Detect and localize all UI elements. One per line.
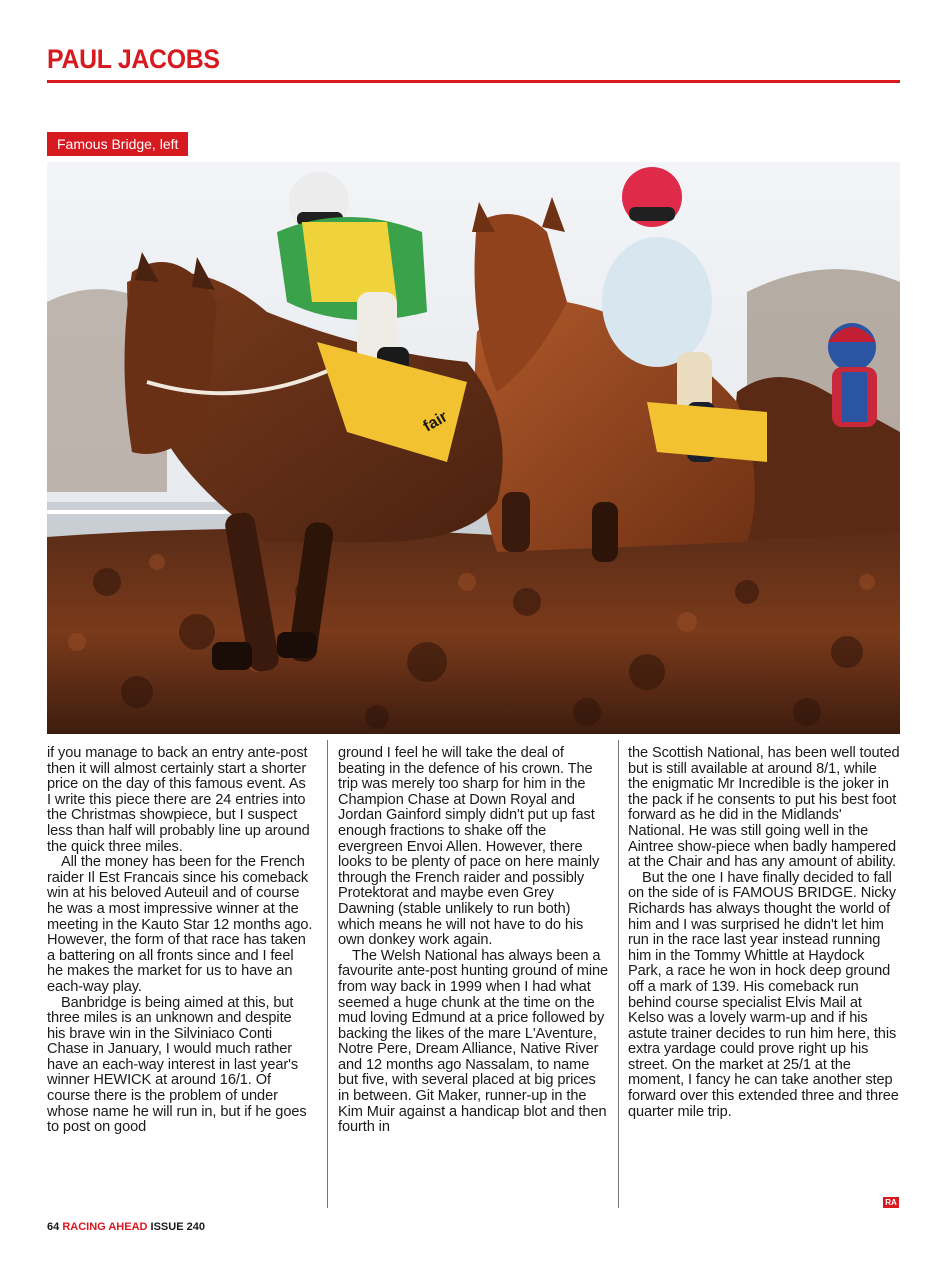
photo-caption: Famous Bridge, left [47,132,188,156]
column-divider [327,740,328,1208]
race-photo [47,162,900,734]
article-column-2 [338,746,610,1136]
author-name: PAUL JACOBS [47,44,220,74]
paragraph: All the money has been for the French raider Il Est Francais since his comeback win at his beloved Auteuil and of course he was a most impressive winner at the meeting in the Kauto Star 12 months ago. However, the form of that race has taken a battering on all fronts since and I feel he makes the market for us to have an each-way play. [47,854,313,995]
article-column-1 [47,746,313,1136]
article-column-3 [628,746,900,1120]
header-rule [47,80,900,83]
paragraph: ground I feel he will take the deal of beating in the defence of his crown. The trip was merely too sharp for him in the Champion Chase at Down Royal and Jordan Gainford simply didn't put up fast enough fractions to shake off the evergreen Envoi Allen. However, there looks to be plenty of pace on here mainly through the French raider and possibly Protektorat and maybe even Grey Dawning (stable unlikely to run both) which means he will not have to do his own donkey work again. [338,745,600,949]
magazine-name: RACING AHEAD [62,1221,148,1233]
end-mark: RA [883,1197,899,1208]
paragraph: The Welsh National has always been a favourite ante-post hunting ground of mine from way back in 1999 when I had what seemed a huge chunk at the time on the mud loving Edmund at a price followed by backing the likes of the mare L'Aventure, Notre Pere, Dream Alliance, Native River and 12 months ago Nassalam, to name but five, with several placed at big prices in between. Git Maker, runner-up in the Kim Muir against a handicap blot and then fourth in [338,947,609,1136]
paragraph: Banbridge is being aimed at this, but three miles is an unknown and despite his brave win in the Silviniaco Conti Chase in January, I would much rather have an each-way interest in last year's winner HEWICK at around 16/1. Of course there is the problem of under whose name he will run in, but if he goes to post on good [47,994,307,1136]
paragraph: if you manage to back an entry ante-post then it will almost certainly start a shorter price on the day of this famous event. As I write this piece there are 24 entries into the Christmas showpiece, but I suspect less than half will probably line up around the quick three miles. [47,745,310,855]
paragraph: the Scottish National, has been well touted but is still available at around 8/1, while the enigmatic Mr Incredible is the joker in the pack if he consents to put his best foot forward as he did in the Midlands' National. He was still going well in the Aintree show-piece when badly hampered at the Chair and has any amount of ability. [628,745,900,871]
column-divider [618,740,619,1208]
paragraph: But the one I have finally decided to fall on the side of is FAMOUS BRIDGE. Nicky Richards has always thought the world of him and I was surprised he didn't let him run in the race last year instead running him in the Tommy Whittle at Haydock Park, a race he won in hock deep ground off a mark of 139. His comeback run behind course specialist Elvis Mail at Kelso was a lovely warm-up and if his astute trainer decides to run him here, this extra yardage could prove right up his street. On the market at 25/1 at the moment, I fancy he can take another step forward over this extended three and three quarter mile trip. [628,869,899,1120]
issue-number: ISSUE 240 [150,1221,205,1233]
page-footer [47,1221,205,1233]
page-number: 64 [47,1221,60,1233]
svg-text:fair: fair [420,408,451,436]
